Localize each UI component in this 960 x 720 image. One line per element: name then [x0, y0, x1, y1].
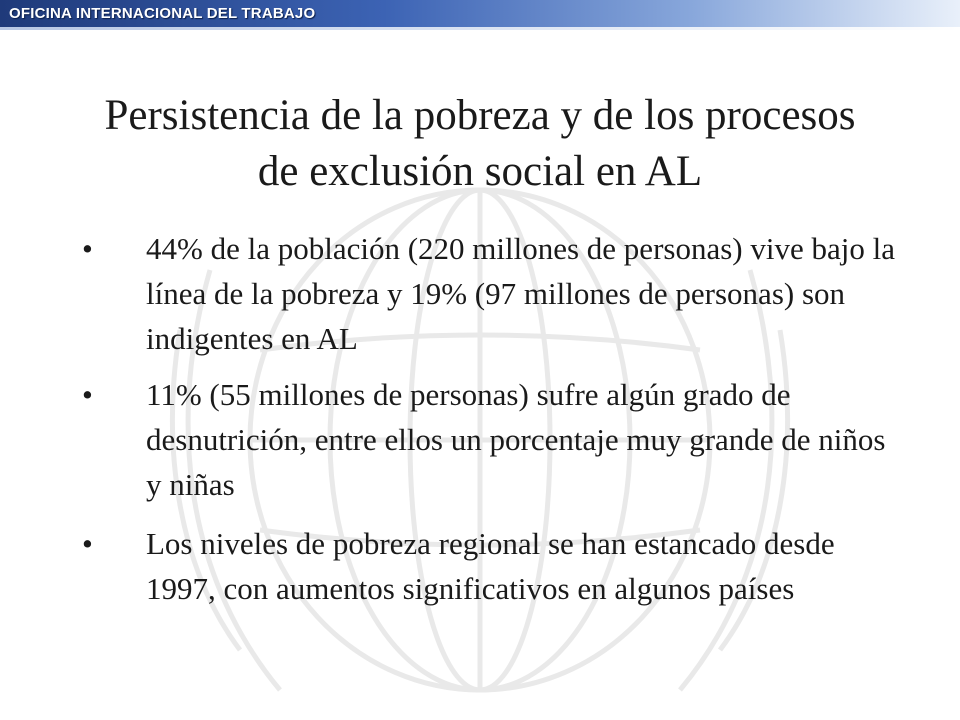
bullet-marker: •: [82, 377, 93, 412]
bullet-text: 11% (55 millones de personas) sufre algún grado de desnutrición, entre ellos un porcentaje muy grande de niños y niñas: [146, 377, 886, 502]
slide-title: Persistencia de la pobreza y de los procesos de exclusión social en AL: [104, 92, 856, 195]
bullet-item: [82, 521, 902, 611]
header-bar: [0, 0, 960, 27]
bullet-list: [82, 226, 902, 622]
bullet-item: [82, 372, 902, 507]
bullet-text: Los niveles de pobreza regional se han estancado desde 1997, con aumentos significativos en algunos países: [146, 526, 835, 606]
organization-name: OFICINA INTERNACIONAL DEL TRABAJO: [9, 5, 316, 22]
bullet-marker: •: [82, 526, 93, 561]
bullet-marker: •: [82, 231, 93, 266]
bullet-text: 44% de la población (220 millones de personas) vive bajo la línea de la pobreza y 19% (97 millones de personas) son indigentes en AL: [146, 231, 895, 356]
bullet-item: [82, 226, 902, 361]
